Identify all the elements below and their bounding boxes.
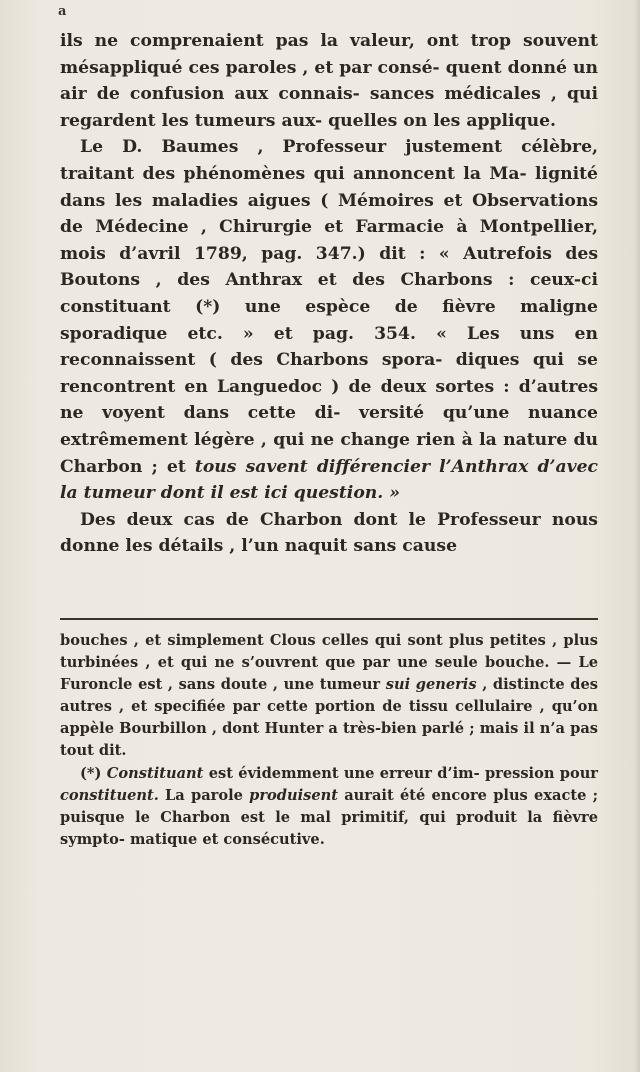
- paragraph-3: Des deux cas de Charbon dont le Professeur nous donne les détails , l’un naquit sans cause: [60, 509, 598, 557]
- paragraph-2-italic: tous savent différencier l’Anthrax d’avec la tumeur dont il est ici question. »: [60, 456, 598, 504]
- footnote-2-text-c: La parole: [165, 786, 243, 804]
- footnote-1-italic: sui generis: [385, 676, 477, 694]
- paragraph-2: [60, 134, 598, 506]
- footnote-1: [60, 630, 598, 763]
- main-text: [60, 28, 598, 560]
- footnote-2-italic-1: Constituant: [106, 764, 204, 782]
- footnote-2-italic-2: constituent.: [60, 786, 159, 804]
- footnote-2-text-b: est évidemment une erreur d’im- pression pour: [208, 764, 598, 782]
- footnote-rule: [60, 618, 598, 620]
- footnote-2-italic-3: produisent: [249, 786, 338, 804]
- footnote-2-text-d: aurait été encore plus exacte ; puisque le Charbon est le mal primitif, qui produit la fièvre sympto- matique et consécutive.: [60, 786, 598, 848]
- paragraph-1: ils ne comprenaient pas la valeur, ont trop souvent mésappliqué ces paroles , et par consé- quent donné un air de confusion aux connais- sances médicales , qui regardent les tumeurs aux- quelles on les applique.: [60, 31, 598, 131]
- footnote-1-text-a: bouches , et simplement Clous celles qui sont plus petites , plus turbinées , et qui ne s’ouvrent que par une seule bouche. — Le Furoncle est , sans doute , une tumeur: [60, 632, 598, 694]
- footnote-2-marker: (*): [80, 764, 102, 782]
- footnote-1-text-b: , distincte des autres , et specifiée par cette portion de tissu cellulaire , qu’on appèle Bourbillon , dont Hunter a très-bien parlé ; mais il n’a pas tout dit.: [60, 676, 598, 760]
- footnotes: [60, 630, 598, 851]
- paragraph-2-text: Le D. Baumes , Professeur justement célèbre, traitant des phénomènes qui annoncent la Ma- lignité dans les maladies aigues ( Mémoires et Observations de Médecine , Chirurgie et Farmacie à Montpellier, mois d’avril 1789, pag. 347.) dit : « Autrefois des Boutons , des Anthrax et des Charbons : ceux-ci constituant (*) une espèce de fièvre maligne sporadique etc. » et pag. 354. « Les uns en reconnaissent ( des Charbons spora- diques qui se rencontrent en Languedoc ) de deux sortes : d’autres ne voyent dans cette di- versité qu’une nuance extrêmement légère , qui ne change rien à la nature du Charbon ; et: [60, 137, 598, 477]
- page-mark: a: [58, 4, 67, 19]
- footnote-2: [60, 763, 598, 851]
- page-edge-shadow: [634, 0, 640, 1072]
